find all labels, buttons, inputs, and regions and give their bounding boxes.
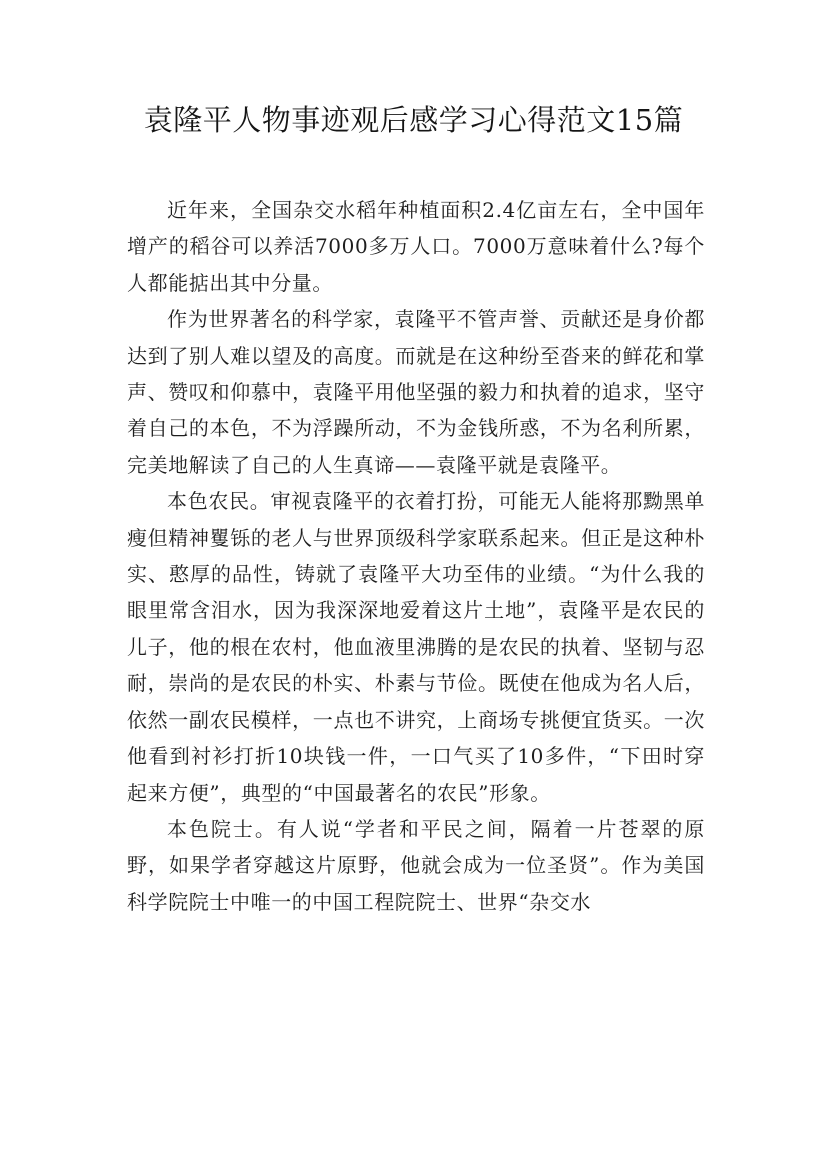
paragraph-academician: 本色院士。有人说“学者和平民之间，隔着一片苍翠的原野，如果学者穿越这片原野，他就会成为一位圣贤”。作为美国科学院院士中唯一的中国工程院院士、世界“杂交水: [127, 816, 705, 914]
document-title: 袁隆平人物事迹观后感学习心得范文15篇: [143, 103, 684, 137]
paragraph-intro: 近年来，全国杂交水稻年种植面积2.4亿亩左右，全中国年增产的稻谷可以养活7000多万人口。7000万意味着什么?每个人都能掂出其中分量。: [127, 198, 705, 295]
document-body: [127, 192, 705, 920]
paragraph-scientist: 作为世界著名的科学家，袁隆平不管声誉、贡献还是身价都达到了别人难以望及的高度。而就是在这种纷至沓来的鲜花和掌声、赞叹和仰慕中，袁隆平用他坚强的毅力和执着的追求，坚守着自己的本色，不为浮躁所动，不为金钱所惑，不为名利所累，完美地解读了自己的人生真谛——袁隆平就是袁隆平。: [127, 307, 705, 477]
paragraph-farmer: 本色农民。审视袁隆平的衣着打扮，可能无人能将那黝黑单瘦但精神矍铄的老人与世界顶级科学家联系起来。但正是这种朴实、憨厚的品性，铸就了袁隆平大功至伟的业绩。“为什么我的眼里常含泪水，因为我深深地爱着这片土地”，袁隆平是农民的儿子，他的根在农村，他血液里沸腾的是农民的执着、坚韧与忍耐，崇尚的是农民的朴实、朴素与节俭。既使在他成为名人后，依然一副农民模样，一点也不讲究，上商场专挑便宜货买。一次他看到衬衫打折10块钱一件，一口气买了10多件，“下田时穿起来方便”，典型的“中国最著名的农民”形象。: [127, 489, 705, 805]
